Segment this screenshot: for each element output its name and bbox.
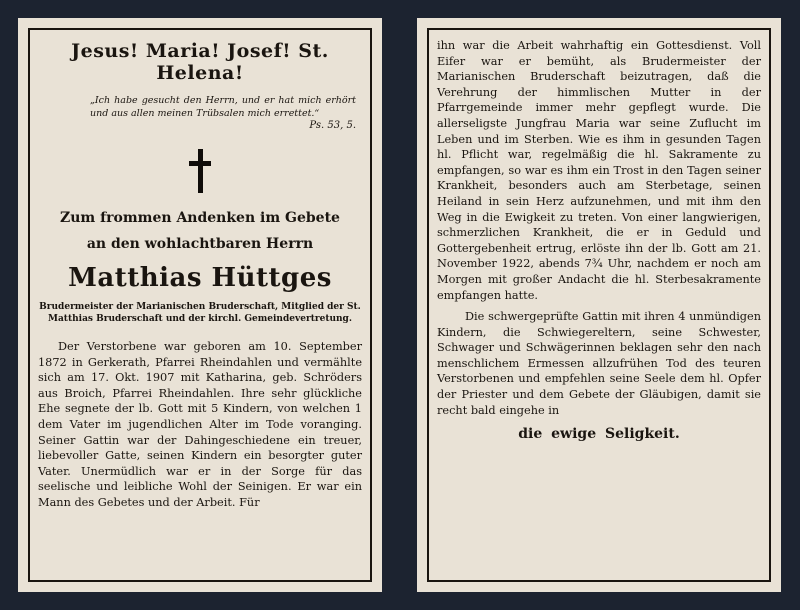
- header-invocation: Jesus! Maria! Josef! St. Helena!: [71, 40, 329, 84]
- memorial-heading: [38, 205, 362, 257]
- biography-text: Der Verstorbene war geboren am 10. September 1872 in Gerkerath, Pfarrei Rheindahlen und vermählte sich am 17. Okt. 1907 mit Katharina, geb. Schröders aus Broich, Pfarrei Rheindahlen. Ihre sehr glückliche Ehe segnete der lb. Gott mit 5 Kindern, von welchen 1 dem Vater im jugendlichen Alter im Tode voranging. Seiner Gattin war der Dahingeschiedene ein treuer, liebevoller Gatte, seinen Kindern ein besorgter guter Vater. Unermüdlich war er in der Sorge für das seelische und leibliche Wohl der Seinigen. Er war ein Mann des Gebetes und der Arbeit. Für: [38, 340, 362, 509]
- left-card-content: [38, 38, 362, 572]
- memorial-line-2: an den wohlachtbaren Herrn: [86, 236, 314, 252]
- cross-icon: [189, 149, 211, 193]
- right-card: [417, 18, 781, 592]
- left-card: [18, 18, 382, 592]
- scripture-reference: Ps. 53, 5.: [309, 120, 356, 131]
- biography-continued: ihn war die Arbeit wahrhaftig ein Gottesdienst. Voll Eifer war er bemüht, als Brudermeister der Marianischen Bruderschaft beizutragen, daß die Verehrung der himmlischen Mutter in der Pfarrgemeinde immer mehr gepflegt wurde. Die allerseligste Jungfrau Maria war seine Zuflucht im Leben und im Sterben. Wie es ihm in gesunden Tagen hl. Pflicht war, regelmäßig die hl. Sakramente zu empfangen, so war es ihm ein Trost in den Tagen seiner Krankheit, besonders auch am Sterbetage, seinen Heiland in sein Herz aufzunehmen, und mit ihm den Weg in die Ewigkeit zu treten. Von einer langwierigen, schmerzlichen Krankheit, die er in Geduld und Gottergebenheit ertrug, erlöste ihn der lb. Gott am 21. November 1922, abends 7¾ Uhr, nachdem er noch am Morgen mit großer Andacht die hl. Sterbesakramente empfangen hatte.: [437, 39, 761, 302]
- scripture-quote: „Ich habe gesucht den Herrn, und er hat mich erhört und aus allen meinen Trübsalen mich errettet.“: [90, 95, 356, 119]
- mourners-paragraph: Die schwergeprüfte Gattin mit ihren 4 unmündigen Kindern, die Schwiegereltern, seine Schwester, Schwager und Schwägerinnen beklagen sehr den nach menschlichem Ermessen allzufrühen Tod des teuren Verstorbenen und empfehlen seine Seele dem hl. Opfer der Priester und dem Gebete der Gläubigen, damit sie recht bald eingehe in: [437, 310, 761, 417]
- deceased-titles: Brudermeister der Marianischen Bruderschaft, Mitglied der St. Matthias Bruderschaft und der kirchl. Gemeindevertretung.: [39, 302, 361, 324]
- right-card-content: [437, 38, 761, 572]
- memorial-line-1: Zum frommen Andenken im Gebete: [60, 210, 340, 226]
- deceased-name: Matthias Hüttges: [68, 263, 332, 293]
- closing-line: die ewige Seligkeit.: [518, 426, 680, 443]
